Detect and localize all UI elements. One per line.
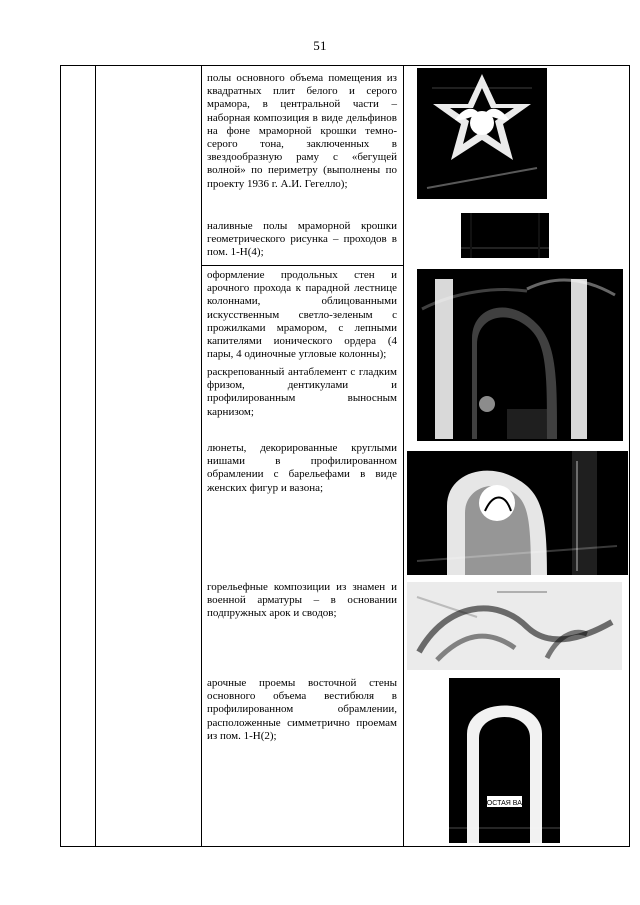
column-divider-3 — [403, 66, 404, 846]
document-table — [60, 65, 630, 847]
photo-columns-hall — [417, 269, 623, 441]
row-text-columns: оформление продольных стен и арочного прохода к парадной лестнице колоннами, облицованными искусственным светло-зеленым с прожилками мрамором, с лепными капителями ионического ордера (4 пары, 4 одиночные угловые колонны); — [207, 269, 397, 361]
photo-arched-opening-image — [449, 678, 560, 843]
row-text-high-reliefs: горельефные композиции из знамен и военной арматуры – в основании подпружных арок и сводов; — [207, 581, 397, 620]
photo-lunettes-image — [407, 451, 628, 575]
row-text-entablature: раскрепованный антаблемент с гладким фризом, дентикулами и профилированным выносным карнизом; — [207, 366, 397, 418]
photo-high-reliefs — [407, 582, 622, 670]
column-divider-2 — [201, 66, 202, 846]
row-text-lunettes: люнеты, декорированные круглыми нишами в профилированном обрамлении с барельефами в виде женских фигур и вазона; — [207, 442, 397, 494]
photo-poured-floor-pattern-image — [461, 213, 549, 258]
page-number: 51 — [313, 38, 327, 53]
row-text-poured-floors: наливные полы мраморной крошки геометрического рисунка – проходов в пом. 1-Н(4); — [207, 220, 397, 259]
photo-columns-hall-image — [417, 269, 623, 441]
row-separator-1 — [201, 265, 403, 266]
photo-lunettes — [407, 451, 628, 575]
photo-arched-opening — [449, 678, 560, 843]
photo-sign-text: ВОСТАЯ ВАЛ — [482, 800, 527, 807]
photo-floor-dolphins — [417, 68, 547, 199]
photo-floor-dolphins-image — [417, 68, 547, 199]
photo-high-reliefs-image — [407, 582, 622, 670]
row-text-floors: полы основного объема помещения из квадратных плит белого и серого мрамора, в центральной части – наборная композиция в виде дельфинов на фоне мраморной крошки темно-серого тона, заключенных в звездообразную раму с «бегущей волной» по периметру (выполнены по проекту 1936 г. А.И. Гегелло); — [207, 72, 397, 190]
photo-poured-floor-pattern — [461, 213, 549, 258]
row-text-arched-openings: арочные проемы восточной стены основного объема вестибюля в профилированном обрамлении, расположенные симметрично проемам из пом. 1-Н(2); — [207, 677, 397, 742]
column-divider-1 — [95, 66, 96, 846]
